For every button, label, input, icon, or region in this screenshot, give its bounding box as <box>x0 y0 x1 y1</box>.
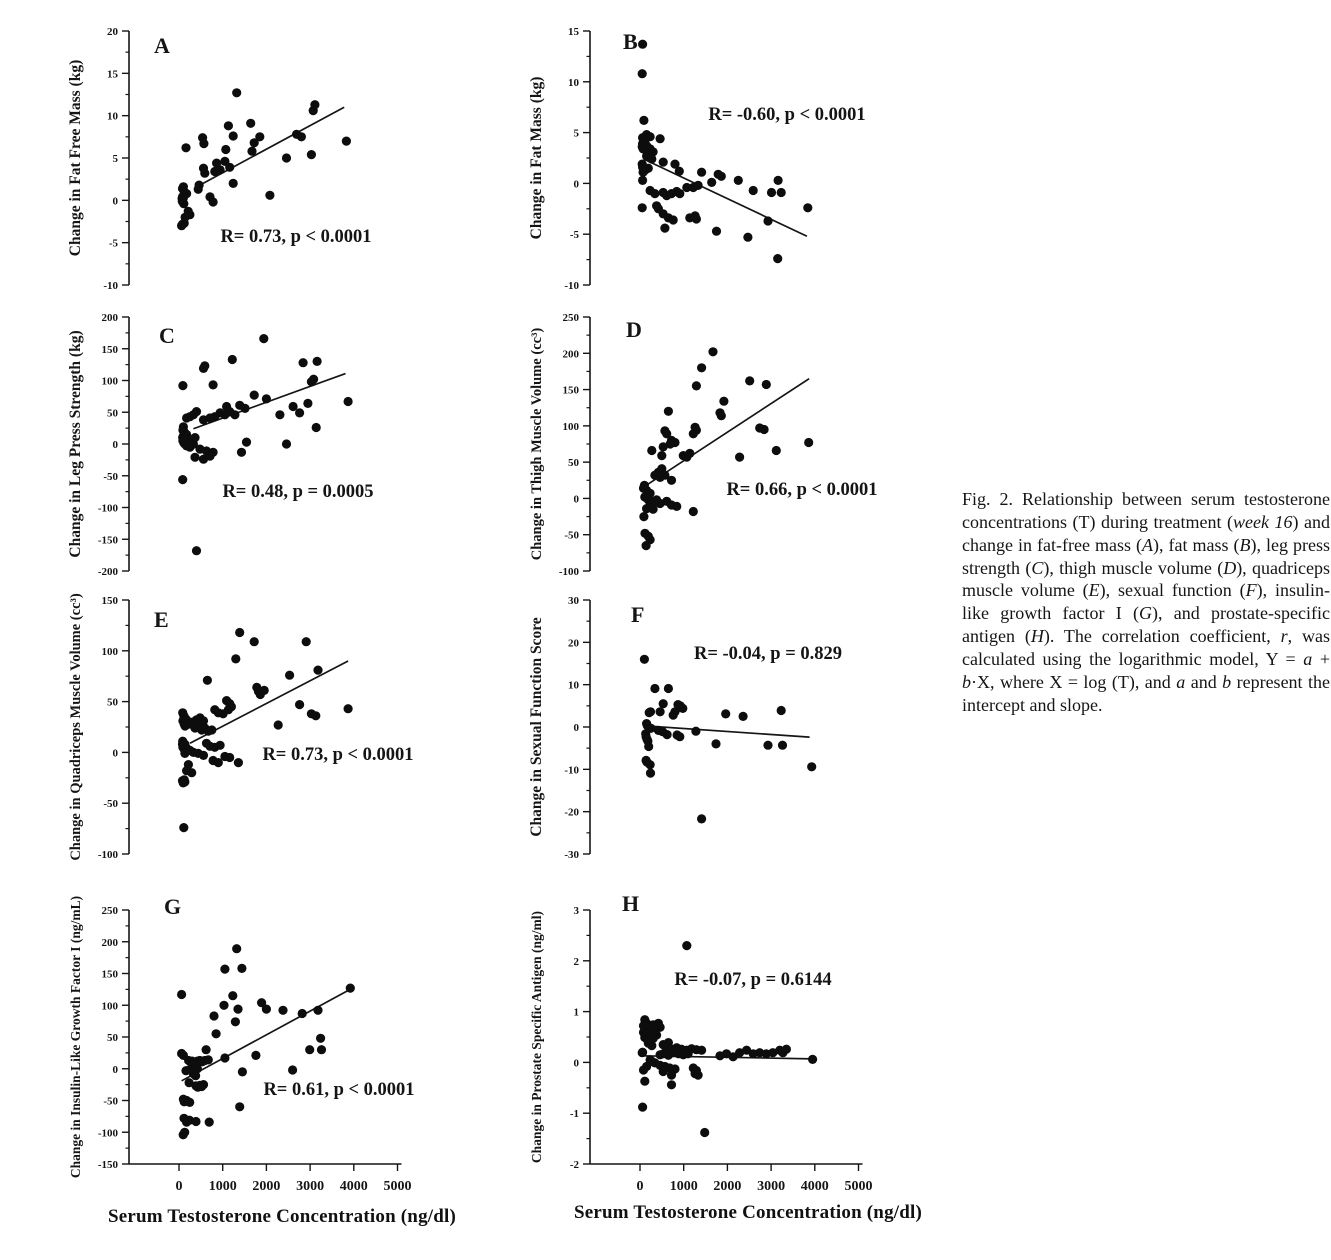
y-axis <box>98 595 129 861</box>
scatter-plot-c <box>60 295 510 587</box>
y-tick-label: 15 <box>568 26 579 38</box>
y-tick-label: 150 <box>562 384 579 397</box>
y-tick-label: 20 <box>107 26 118 38</box>
caption-text-run: and <box>1185 671 1223 692</box>
caption-italic-run: b <box>962 671 971 692</box>
caption-text-run: ). The correlation coefficient, <box>1043 626 1281 647</box>
scatter-plot-g <box>60 888 510 1218</box>
y-tick-label: 0 <box>573 178 579 191</box>
panel-letter: H <box>622 891 640 916</box>
scatter-plot-h <box>521 888 971 1218</box>
y-axis-title: Change in Prostate Specific Antigen (ng/ml) <box>529 910 544 1164</box>
correlation-annotation: R= -0.04, p = 0.829 <box>693 644 843 664</box>
y-tick-label: 50 <box>107 407 118 420</box>
y-tick-label: 250 <box>562 312 579 324</box>
panel-f-sexual-function <box>521 578 971 870</box>
panel-c-leg-press-strength <box>60 295 510 587</box>
y-axis <box>103 26 129 292</box>
x-axis-title-right: Serum Testosterone Concentration (ng/dl) <box>573 1202 923 1223</box>
y-axis-title: Change in Leg Press Strength (kg) <box>67 330 84 558</box>
caption-italic-run: C <box>1031 557 1044 578</box>
panel-letter: G <box>164 894 182 919</box>
x-tick-label: 3000 <box>757 1179 786 1194</box>
y-tick-label: 150 <box>101 595 118 607</box>
y-tick-label: 2 <box>573 955 579 968</box>
y-tick-label: 200 <box>562 348 579 361</box>
caption-text-run: ), thigh muscle volume ( <box>1043 557 1224 578</box>
x-axis-title-left: Serum Testosterone Concentration (ng/dl) <box>107 1206 457 1227</box>
panel-h-psa <box>521 888 971 1218</box>
scatter-points <box>639 347 813 550</box>
y-tick-label: 20 <box>568 637 579 650</box>
caption-text-run: represent the intercept and slope. <box>962 671 1330 715</box>
y-tick-label: 10 <box>107 110 118 123</box>
x-tick-label: 5000 <box>844 1179 873 1194</box>
y-tick-label: -150 <box>97 534 118 547</box>
y-tick-label: -5 <box>569 229 579 242</box>
caption-text-run: ), quadriceps muscle volume ( <box>962 557 1330 601</box>
y-axis-title: Change in Insulin-Like Growth Factor I (ng/mL) <box>68 895 83 1179</box>
y-axis <box>570 905 590 1171</box>
y-tick-label: -100 <box>97 1127 118 1140</box>
caption-italic-run: D <box>1223 557 1237 578</box>
panel-a-fat-free-mass <box>60 9 510 301</box>
scatter-points <box>177 944 355 1139</box>
caption-italic-run: A <box>1141 534 1153 555</box>
caption-text-run: ), leg press strength ( <box>962 534 1330 578</box>
scatter-plot-a <box>60 9 510 301</box>
caption-italic-run: a <box>1303 649 1313 670</box>
caption-text-run: + <box>1312 649 1330 670</box>
panel-letter: D <box>626 317 642 342</box>
scatter-plot-b <box>521 9 971 301</box>
y-tick-label: -20 <box>564 806 579 819</box>
y-tick-label: -2 <box>569 1159 579 1171</box>
correlation-annotation: R= 0.73, p < 0.0001 <box>220 227 372 247</box>
panel-b-fat-mass <box>521 9 971 301</box>
x-tick-label: 3000 <box>296 1179 325 1194</box>
correlation-annotation: R= -0.07, p = 0.6144 <box>674 970 832 990</box>
caption-text-run: ), fat mass ( <box>1152 534 1240 555</box>
y-tick-label: 5 <box>573 127 579 140</box>
caption-text-run: ), and prostate-specific antigen ( <box>962 603 1330 647</box>
y-tick-label: 50 <box>107 696 118 709</box>
x-tick-label: 4000 <box>339 1179 368 1194</box>
y-tick-label: -10 <box>564 764 579 777</box>
caption-italic-run: a <box>1176 671 1186 692</box>
caption-italic-run: H <box>1030 626 1044 647</box>
y-tick-label: -5 <box>108 237 118 250</box>
panel-letter: E <box>154 607 169 632</box>
y-tick-label: 0 <box>112 195 118 208</box>
y-axis <box>564 595 590 861</box>
y-tick-label: 100 <box>562 420 579 433</box>
x-tick-label: 4000 <box>800 1179 829 1194</box>
y-tick-label: 1 <box>573 1006 579 1019</box>
caption-italic-run: b <box>1222 671 1232 692</box>
x-tick-label: 2000 <box>252 1179 281 1194</box>
y-axis <box>564 26 590 292</box>
y-tick-label: -10 <box>103 280 118 292</box>
x-tick-label: 5000 <box>383 1179 412 1194</box>
y-tick-label: 200 <box>101 312 118 324</box>
y-tick-label: 100 <box>101 645 118 658</box>
y-axis-title: Change in Fat Free Mass (kg) <box>67 59 84 257</box>
y-tick-label: 30 <box>568 595 579 607</box>
panel-g-igf <box>60 888 510 1218</box>
y-tick-label: -100 <box>97 502 118 515</box>
scatter-points <box>177 88 351 230</box>
caption-italic-run: G <box>1139 603 1153 624</box>
x-tick-label: 0 <box>636 1179 644 1194</box>
figure-caption <box>962 488 1330 717</box>
y-tick-label: 15 <box>107 68 118 81</box>
y-tick-label: -50 <box>103 1095 118 1108</box>
panel-letter: F <box>631 602 645 627</box>
caption-text-run: ) and change in fat-free mass ( <box>962 511 1330 555</box>
x-tick-label: 1000 <box>669 1179 698 1194</box>
correlation-annotation: R= -0.60, p < 0.0001 <box>708 105 866 125</box>
y-tick-label: -100 <box>558 566 579 578</box>
caption-italic-run: F <box>1245 580 1257 601</box>
caption-italic-run: r <box>1280 626 1288 647</box>
x-axis <box>590 1164 873 1194</box>
y-tick-label: 250 <box>101 905 118 917</box>
y-tick-label: 100 <box>101 1000 118 1013</box>
y-tick-label: 0 <box>112 439 118 451</box>
caption-italic-run: B <box>1239 534 1251 555</box>
x-tick-label: 1000 <box>208 1179 237 1194</box>
correlation-annotation: R= 0.61, p < 0.0001 <box>263 1080 415 1100</box>
scatter-points <box>178 334 353 555</box>
y-tick-label: -50 <box>564 529 579 542</box>
scatter-plot-d <box>521 295 971 587</box>
y-tick-label: 3 <box>573 905 579 917</box>
y-tick-label: 150 <box>101 343 118 356</box>
y-tick-label: 5 <box>112 153 118 165</box>
y-tick-label: -30 <box>564 849 579 861</box>
scatter-points <box>638 40 813 264</box>
correlation-annotation: R= 0.66, p < 0.0001 <box>726 480 878 500</box>
y-axis-title: Change in Fat Mass (kg) <box>528 76 545 240</box>
y-tick-label: 150 <box>101 968 118 981</box>
correlation-annotation: R= 0.73, p < 0.0001 <box>262 745 414 765</box>
y-tick-label: -1 <box>569 1108 579 1121</box>
x-axis <box>129 1164 412 1194</box>
caption-text-run: ), insulin-like growth factor I ( <box>962 580 1330 624</box>
scatter-plot-e <box>60 578 510 870</box>
y-tick-label: 200 <box>101 936 118 949</box>
y-axis <box>98 905 129 1171</box>
y-axis <box>98 312 129 578</box>
panel-letter: A <box>154 33 170 58</box>
y-tick-label: -200 <box>97 566 118 578</box>
y-axis <box>559 312 590 578</box>
scatter-points <box>640 655 817 824</box>
x-tick-label: 2000 <box>713 1179 742 1194</box>
y-tick-label: -50 <box>103 470 118 483</box>
y-tick-label: 50 <box>107 1032 118 1044</box>
y-tick-label: 0 <box>112 1063 118 1076</box>
panel-d-thigh-muscle-volume <box>521 295 971 587</box>
y-tick-label: 0 <box>573 722 579 734</box>
x-tick-label: 0 <box>175 1179 183 1194</box>
y-tick-label: -150 <box>97 1159 118 1171</box>
panel-letter: B <box>623 29 638 54</box>
correlation-annotation: R= 0.48, p = 0.0005 <box>222 482 374 502</box>
caption-text-run: , was calculated using the logarithmic model, Y = <box>962 626 1330 670</box>
y-tick-label: 0 <box>573 493 579 506</box>
panel-e-quadriceps-volume <box>60 578 510 870</box>
y-axis-title: Change in Thigh Muscle Volume (cc³) <box>529 327 545 561</box>
y-tick-label: 0 <box>112 747 118 760</box>
y-axis-title: Change in Quadriceps Muscle Volume (cc³) <box>68 593 84 861</box>
y-tick-label: 0 <box>573 1057 579 1070</box>
caption-italic-run: week 16 <box>1232 511 1293 532</box>
panel-letter: C <box>159 323 175 348</box>
y-tick-label: 100 <box>101 375 118 388</box>
y-tick-label: -50 <box>103 798 118 811</box>
scatter-points <box>178 628 353 832</box>
y-tick-label: 10 <box>568 679 579 692</box>
scatter-plot-f <box>521 578 971 870</box>
y-tick-label: 50 <box>568 457 579 470</box>
y-tick-label: -10 <box>564 280 579 292</box>
caption-text-run: ), sexual function ( <box>1099 580 1246 601</box>
caption-text-run: Fig. 2. Relationship between serum testosterone concentrations (T) during treatment ( <box>962 489 1330 532</box>
y-axis-title: Change in Sexual Function Score <box>528 617 545 837</box>
caption-italic-run: E <box>1088 580 1100 601</box>
caption-text-run: ·X, where X = log (T), and <box>971 671 1177 692</box>
y-tick-label: 10 <box>568 76 579 89</box>
y-tick-label: -100 <box>97 849 118 861</box>
